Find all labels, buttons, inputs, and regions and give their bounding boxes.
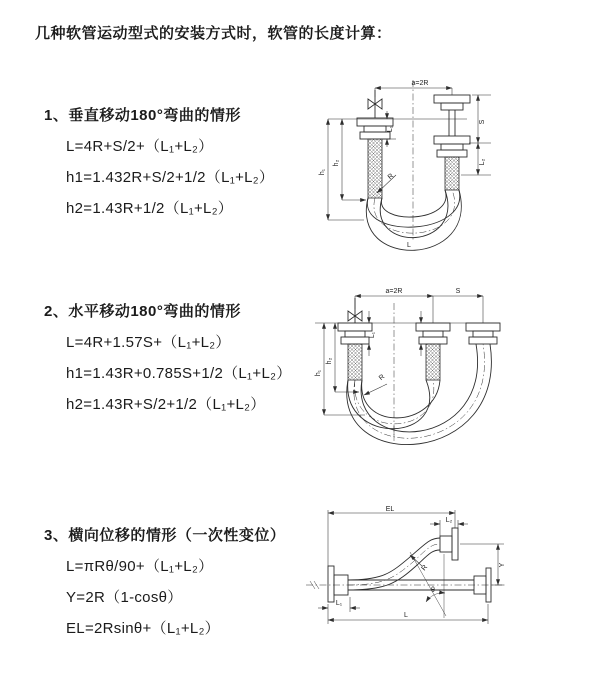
dim-label-y: Y — [499, 562, 506, 568]
right-pipe — [434, 95, 470, 190]
left-flange — [328, 566, 348, 602]
dimension-l1 — [369, 311, 421, 356]
dim-label-r: R — [386, 172, 396, 182]
s-curve-hose — [348, 538, 440, 590]
formula-h1: h1=1.432R+S/2+1/2（L₁+L₂） — [66, 169, 275, 186]
braided-hose-section — [426, 344, 440, 380]
formula-el: EL=2Rsinθ+（L₁+L₂） — [66, 620, 220, 637]
braided-hose-section — [445, 157, 459, 190]
dim-label-h1: h₁ — [319, 168, 326, 176]
dim-label-a2r: a=2R — [411, 80, 429, 87]
section-2-heading: 2、水平移动180°弯曲的情形 — [44, 303, 241, 320]
dim-label-h2: h₂ — [326, 357, 333, 365]
dimension-l — [328, 604, 488, 624]
radius-callout — [364, 374, 387, 395]
section-lateral-displacement — [44, 524, 324, 638]
dim-label-s: S — [455, 288, 461, 295]
braided-hose-section — [368, 139, 382, 198]
dimension-l2 — [430, 517, 468, 536]
formula-y: Y=2R（1-cosθ） — [66, 589, 183, 606]
section-1-heading: 1、垂直移动180°弯曲的情形 — [44, 107, 241, 124]
horizontal-180-bend-diagram — [303, 283, 568, 453]
vertical-180-bend-diagram — [300, 66, 570, 261]
page-title: 几种软管运动型式的安装方式时，软管的长度计算： — [35, 25, 392, 42]
dim-label-h2: h₂ — [333, 159, 340, 167]
section-3-heading: 3、横向位移的情形（一次性变位） — [44, 527, 286, 544]
dim-label-l2: L₂ — [445, 517, 453, 524]
formula-length: L=4R+1.57S+（L₁+L₂） — [66, 334, 231, 351]
section-vertical-180 — [44, 104, 324, 218]
dimension-y — [460, 544, 506, 585]
dim-label-r: R — [420, 563, 430, 573]
dimension-s-l2 — [461, 95, 491, 175]
dimension-l1 — [318, 597, 360, 612]
left-pipe — [357, 90, 396, 198]
braided-hose-section — [348, 344, 362, 380]
dim-label-l: L — [407, 242, 411, 249]
dim-label-a2r: a=2R — [385, 288, 403, 295]
dimension-a2r-s — [355, 288, 483, 323]
dim-label-l2: L₂ — [479, 158, 486, 166]
radius-callout — [410, 555, 429, 572]
right-pipe — [466, 323, 500, 344]
formula-length: L=4R+S/2+（L₁+L₂） — [66, 138, 214, 155]
upper-flange — [440, 528, 458, 560]
dimension-h1 — [319, 119, 364, 220]
formula-h2: h2=1.43R+S/2+1/2（L₁+L₂） — [66, 396, 266, 413]
dimension-h2 — [333, 119, 366, 200]
lateral-displacement-diagram — [298, 502, 513, 657]
dim-label-l1: L₁ — [335, 600, 343, 607]
dimension-a2r — [375, 80, 452, 97]
hose-curves — [347, 344, 492, 445]
dim-label-theta: θ — [431, 587, 435, 594]
formula-h2: h2=1.43R+1/2（L₁+L₂） — [66, 200, 234, 217]
section-horizontal-180 — [44, 300, 324, 414]
dim-label-h1: h₁ — [315, 369, 322, 377]
left-pipe — [338, 298, 372, 380]
hose-curves — [366, 190, 461, 250]
dim-label-l1: L₁ — [369, 331, 376, 339]
formula-length: L=πRθ/90+（L₁+L₂） — [66, 558, 214, 575]
dim-label-s: S — [479, 119, 486, 125]
dim-label-r: R — [377, 373, 387, 383]
formula-h1: h1=1.43R+0.785S+1/2（L₁+L₂） — [66, 365, 292, 382]
dim-label-l1: L₁ — [387, 125, 394, 133]
dim-label-l: L — [404, 612, 408, 619]
dimension-el — [328, 506, 455, 566]
dim-label-el: EL — [385, 506, 395, 513]
